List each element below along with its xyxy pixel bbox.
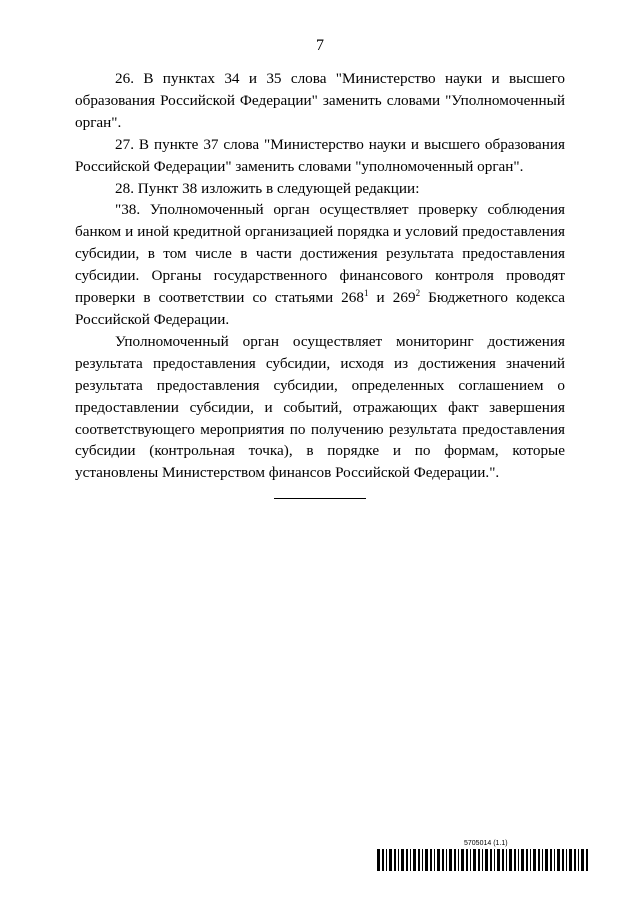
paragraph-38-first [75,199,565,330]
paragraph-38-text-b: и 269 [368,289,416,307]
superscript-2: 2 [415,288,421,298]
paragraph-38-text-a: "38. Уполномоченный орган осуществляет проверку соблюдения банком и иной кредитной организацией порядка и условий предоставления субсидии, в том числе в части достижения результата предоставления субсидии. Органы государственного финансового контроля проводят проверки в соответствии со статьями 268 [75,201,565,307]
barcode-icon [377,849,589,871]
page-number: 7 [316,37,324,54]
end-divider [274,498,366,499]
paragraph-monitoring: Уполномоченный орган осуществляет мониторинг достижения результата предоставления субсидии, исходя из достижения значений результата предоставления субсидии, определенных соглашением о предоставлении субсидии, и событий, отражающих факт завершения соответствующего мероприятия по получению результата предоставления субсидии (контрольная точка), в порядке и по формам, которые установлены Министерством финансов Российской Федерации.". [75,332,565,482]
document-code: 5705014 (1.1) [464,840,508,847]
paragraph-28: 28. Пункт 38 изложить в следующей редакции: [115,179,420,197]
paragraph-26: 26. В пунктах 34 и 35 слова "Министерство науки и высшего образования Российской Федерации" заменить словами "Уполномоченный орган". [75,70,565,131]
paragraph-27: 27. В пункте 37 слова "Министерство науки и высшего образования Российской Федерации" заменить словами "уполномоченный орган". [75,135,565,175]
document-body [75,68,565,484]
paragraph-38-text-c: Бюджетного кодекса Российской Федерации. [75,289,565,328]
superscript-1: 1 [363,288,369,298]
